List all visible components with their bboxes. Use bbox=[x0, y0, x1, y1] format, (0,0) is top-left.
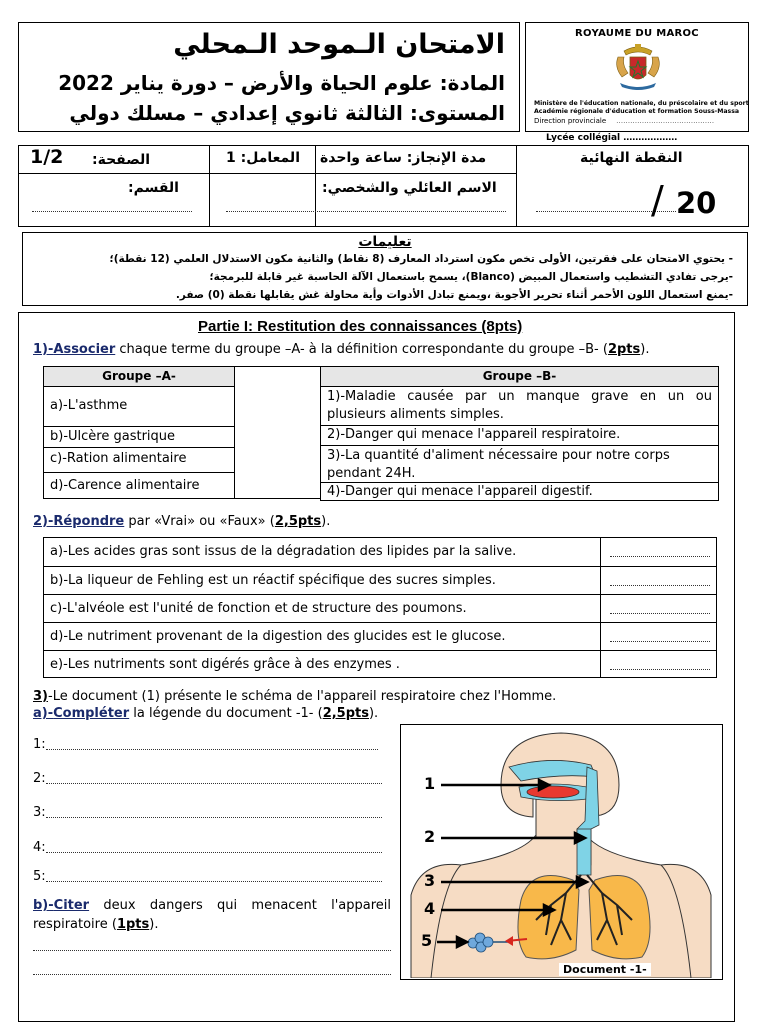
ministry-text: Ministère de l'éducation nationale, du préscolaire et du sport bbox=[534, 100, 749, 107]
exam-title: الامتحان الـموحد الـمحلي bbox=[173, 29, 505, 60]
question-text: -Le document (1) présente le schéma de l'appareil respiratoire chez l'Homme. bbox=[48, 689, 557, 704]
instruction-line: -يمنع استعمال اللون الأحمر أثناء تحرير الأجوبة ،ويمنع تبادل الأدوات وأية محاولة غش يقابلها نقطة (0) صفر. bbox=[175, 289, 733, 301]
legend-answer-field[interactable] bbox=[46, 783, 382, 784]
tf-statement: b)-La liqueur de Fehling est un réactif spécifique des sucres simples. bbox=[50, 573, 496, 588]
duration-label: مدة الإنجاز: ساعة واحدة bbox=[320, 150, 487, 166]
legend-line bbox=[33, 840, 46, 855]
legend-line bbox=[33, 737, 46, 752]
respiratory-diagram bbox=[400, 724, 723, 980]
tf-row bbox=[44, 566, 716, 594]
divider bbox=[600, 595, 601, 622]
tf-row bbox=[44, 650, 716, 678]
group-a-item: d)-Carence alimentaire bbox=[44, 472, 234, 498]
divider bbox=[315, 146, 316, 226]
page-label: الصفحة: bbox=[92, 152, 151, 168]
group-b-item: 1)-Maladie causée par un manque grave en un ou plusieurs aliments simples. bbox=[327, 389, 712, 422]
legend-answer-field[interactable] bbox=[46, 852, 382, 853]
tf-statement: c)-L'alvéole est l'unité de fonction et de structure des poumons. bbox=[50, 601, 467, 616]
question-points: 2pts bbox=[607, 342, 641, 357]
question-2 bbox=[33, 514, 330, 529]
diagram-label-5: 5 bbox=[421, 931, 433, 950]
question-verb: Citer bbox=[53, 898, 90, 913]
tf-answer-field[interactable] bbox=[610, 641, 710, 642]
score-slash: / bbox=[651, 178, 664, 222]
divider bbox=[19, 173, 516, 174]
lycee-text: Lycée collégial ……………… bbox=[546, 133, 678, 143]
group-b-table bbox=[320, 366, 719, 501]
tf-statement: a)-Les acides gras sont issus de la dégradation des lipides par la salive. bbox=[50, 544, 517, 559]
group-a-item: b)-Ulcère gastrique bbox=[44, 426, 234, 447]
instruction-line: - يحتوي الامتحان على فقرتين، الأولى تخص مكون استرداد المعارف (8 نقاط) والثانية مكون الاستدلال العلمي (12 نقطة)؛ bbox=[109, 253, 733, 265]
question-end: ). bbox=[321, 514, 331, 529]
page-number-value: 1/2 bbox=[30, 146, 64, 168]
final-grade-label: النقطة النهائية bbox=[580, 150, 683, 166]
tf-row bbox=[44, 594, 716, 622]
question-3a bbox=[33, 706, 378, 721]
score-total: 20 bbox=[676, 186, 717, 220]
legend-number: 3: bbox=[33, 805, 46, 820]
instructions-title: تعليمات bbox=[358, 234, 412, 250]
question-number: a)- bbox=[33, 706, 54, 721]
direction-label: Direction provinciale bbox=[534, 117, 607, 125]
coefficient-label: المعامل: 1 bbox=[226, 150, 300, 166]
tf-statement: e)-Les nutriments sont digérés grâce à des enzymes . bbox=[50, 657, 400, 672]
class-field[interactable] bbox=[32, 211, 192, 212]
diagram-caption: Document -1- bbox=[559, 963, 651, 976]
question-verb: Répondre bbox=[53, 514, 125, 529]
question-1 bbox=[33, 342, 649, 357]
diagram-label-2: 2 bbox=[424, 827, 436, 846]
question-text: chaque terme du groupe –A- à la définition correspondante du groupe –B- ( bbox=[115, 342, 608, 357]
group-a-header: Groupe –A- bbox=[44, 367, 234, 387]
question-3 bbox=[33, 689, 556, 704]
exam-subject: المادة: علوم الحياة والأرض – دورة يناير 2022 bbox=[58, 71, 505, 95]
divider bbox=[600, 567, 601, 594]
divider bbox=[600, 538, 601, 566]
question-verb: Compléter bbox=[53, 706, 130, 721]
question-text: deux dangers qui menacent l'appareil respiratoire ( bbox=[33, 898, 391, 932]
tf-answer-field[interactable] bbox=[610, 669, 710, 670]
legend-line bbox=[33, 805, 46, 820]
question-end: ). bbox=[640, 342, 650, 357]
citer-answer-field[interactable] bbox=[33, 974, 391, 975]
respiratory-system-illustration bbox=[401, 725, 721, 978]
legend-number: 1: bbox=[33, 737, 46, 752]
legend-number: 2: bbox=[33, 771, 46, 786]
diagram-label-3: 3 bbox=[424, 871, 436, 890]
group-b-item: 2)-Danger qui menace l'appareil respiratoire. bbox=[321, 425, 718, 445]
question-points: 2,5pts bbox=[322, 706, 369, 721]
question-points: 1pts bbox=[116, 917, 150, 932]
tf-row bbox=[44, 622, 716, 650]
divider bbox=[209, 146, 210, 226]
group-b-item: 3)-La quantité d'aliment nécessaire pour notre corps pendant 24H. bbox=[321, 445, 718, 482]
name-field[interactable] bbox=[226, 211, 506, 212]
instruction-line: -يرجى تفادي التشطيب واستعمال المبيض (Blanco)، يسمح باستعمال الآلة الحاسبة غير قابلة للبرمجة؛ bbox=[209, 271, 733, 283]
legend-line bbox=[33, 771, 46, 786]
question-text: la légende du document -1- ( bbox=[129, 706, 323, 721]
legend-number: 4: bbox=[33, 840, 46, 855]
question-number: 2)- bbox=[33, 514, 54, 529]
question-number: 1)- bbox=[33, 342, 54, 357]
divider bbox=[600, 651, 601, 678]
name-label: الاسم العائلي والشخصي: bbox=[322, 180, 497, 196]
question-text: par «Vrai» ou «Faux» ( bbox=[124, 514, 275, 529]
class-label: القسم: bbox=[128, 180, 179, 196]
instructions-box bbox=[22, 232, 748, 306]
exam-header bbox=[18, 22, 520, 132]
exam-level: المستوى: الثالثة ثانوي إعدادي – مسلك دولي bbox=[69, 101, 505, 125]
group-a-table bbox=[43, 366, 235, 499]
answer-column[interactable] bbox=[235, 366, 320, 499]
question-end: ). bbox=[149, 917, 159, 932]
true-false-table bbox=[43, 537, 717, 678]
part1-title: Partie I: Restitution des connaissances (8pts) bbox=[198, 318, 523, 335]
diagram-label-4: 4 bbox=[424, 899, 436, 918]
coat-of-arms-icon bbox=[610, 43, 666, 93]
tf-statement: d)-Le nutriment provenant de la digestion des glucides est le glucose. bbox=[50, 629, 506, 644]
divider bbox=[516, 146, 517, 226]
group-b-header: Groupe –B- bbox=[321, 367, 718, 387]
legend-answer-field[interactable] bbox=[46, 817, 382, 818]
divider bbox=[600, 623, 601, 650]
group-b-item: 4)-Danger qui menace l'appareil digestif. bbox=[321, 482, 718, 500]
legend-number: 5: bbox=[33, 869, 46, 884]
question-number: 3) bbox=[33, 689, 48, 704]
tf-answer-field[interactable] bbox=[610, 556, 710, 557]
question-points: 2,5pts bbox=[274, 514, 322, 529]
tf-answer-field[interactable] bbox=[610, 613, 710, 614]
kingdom-box bbox=[525, 22, 749, 143]
citer-answer-field[interactable] bbox=[33, 950, 391, 951]
kingdom-title: ROYAUME DU MAROC bbox=[575, 28, 699, 39]
legend-answer-field[interactable] bbox=[46, 749, 378, 750]
direction-text: Direction provinciale …………………………………… bbox=[534, 117, 715, 125]
tf-answer-field[interactable] bbox=[610, 585, 710, 586]
group-a-item: a)-L'asthme bbox=[50, 398, 128, 413]
question-end: ). bbox=[368, 706, 379, 721]
legend-line bbox=[33, 869, 46, 884]
group-a-item: c)-Ration alimentaire bbox=[44, 447, 234, 472]
legend-answer-field[interactable] bbox=[46, 881, 382, 882]
diagram-label-1: 1 bbox=[424, 774, 436, 793]
question-number: b)- bbox=[33, 898, 54, 913]
question-3b bbox=[33, 896, 391, 934]
academy-text: Académie régionale d'éducation et formation Souss-Massa bbox=[534, 108, 740, 115]
question-verb: Associer bbox=[53, 342, 116, 357]
tf-row bbox=[44, 538, 716, 566]
